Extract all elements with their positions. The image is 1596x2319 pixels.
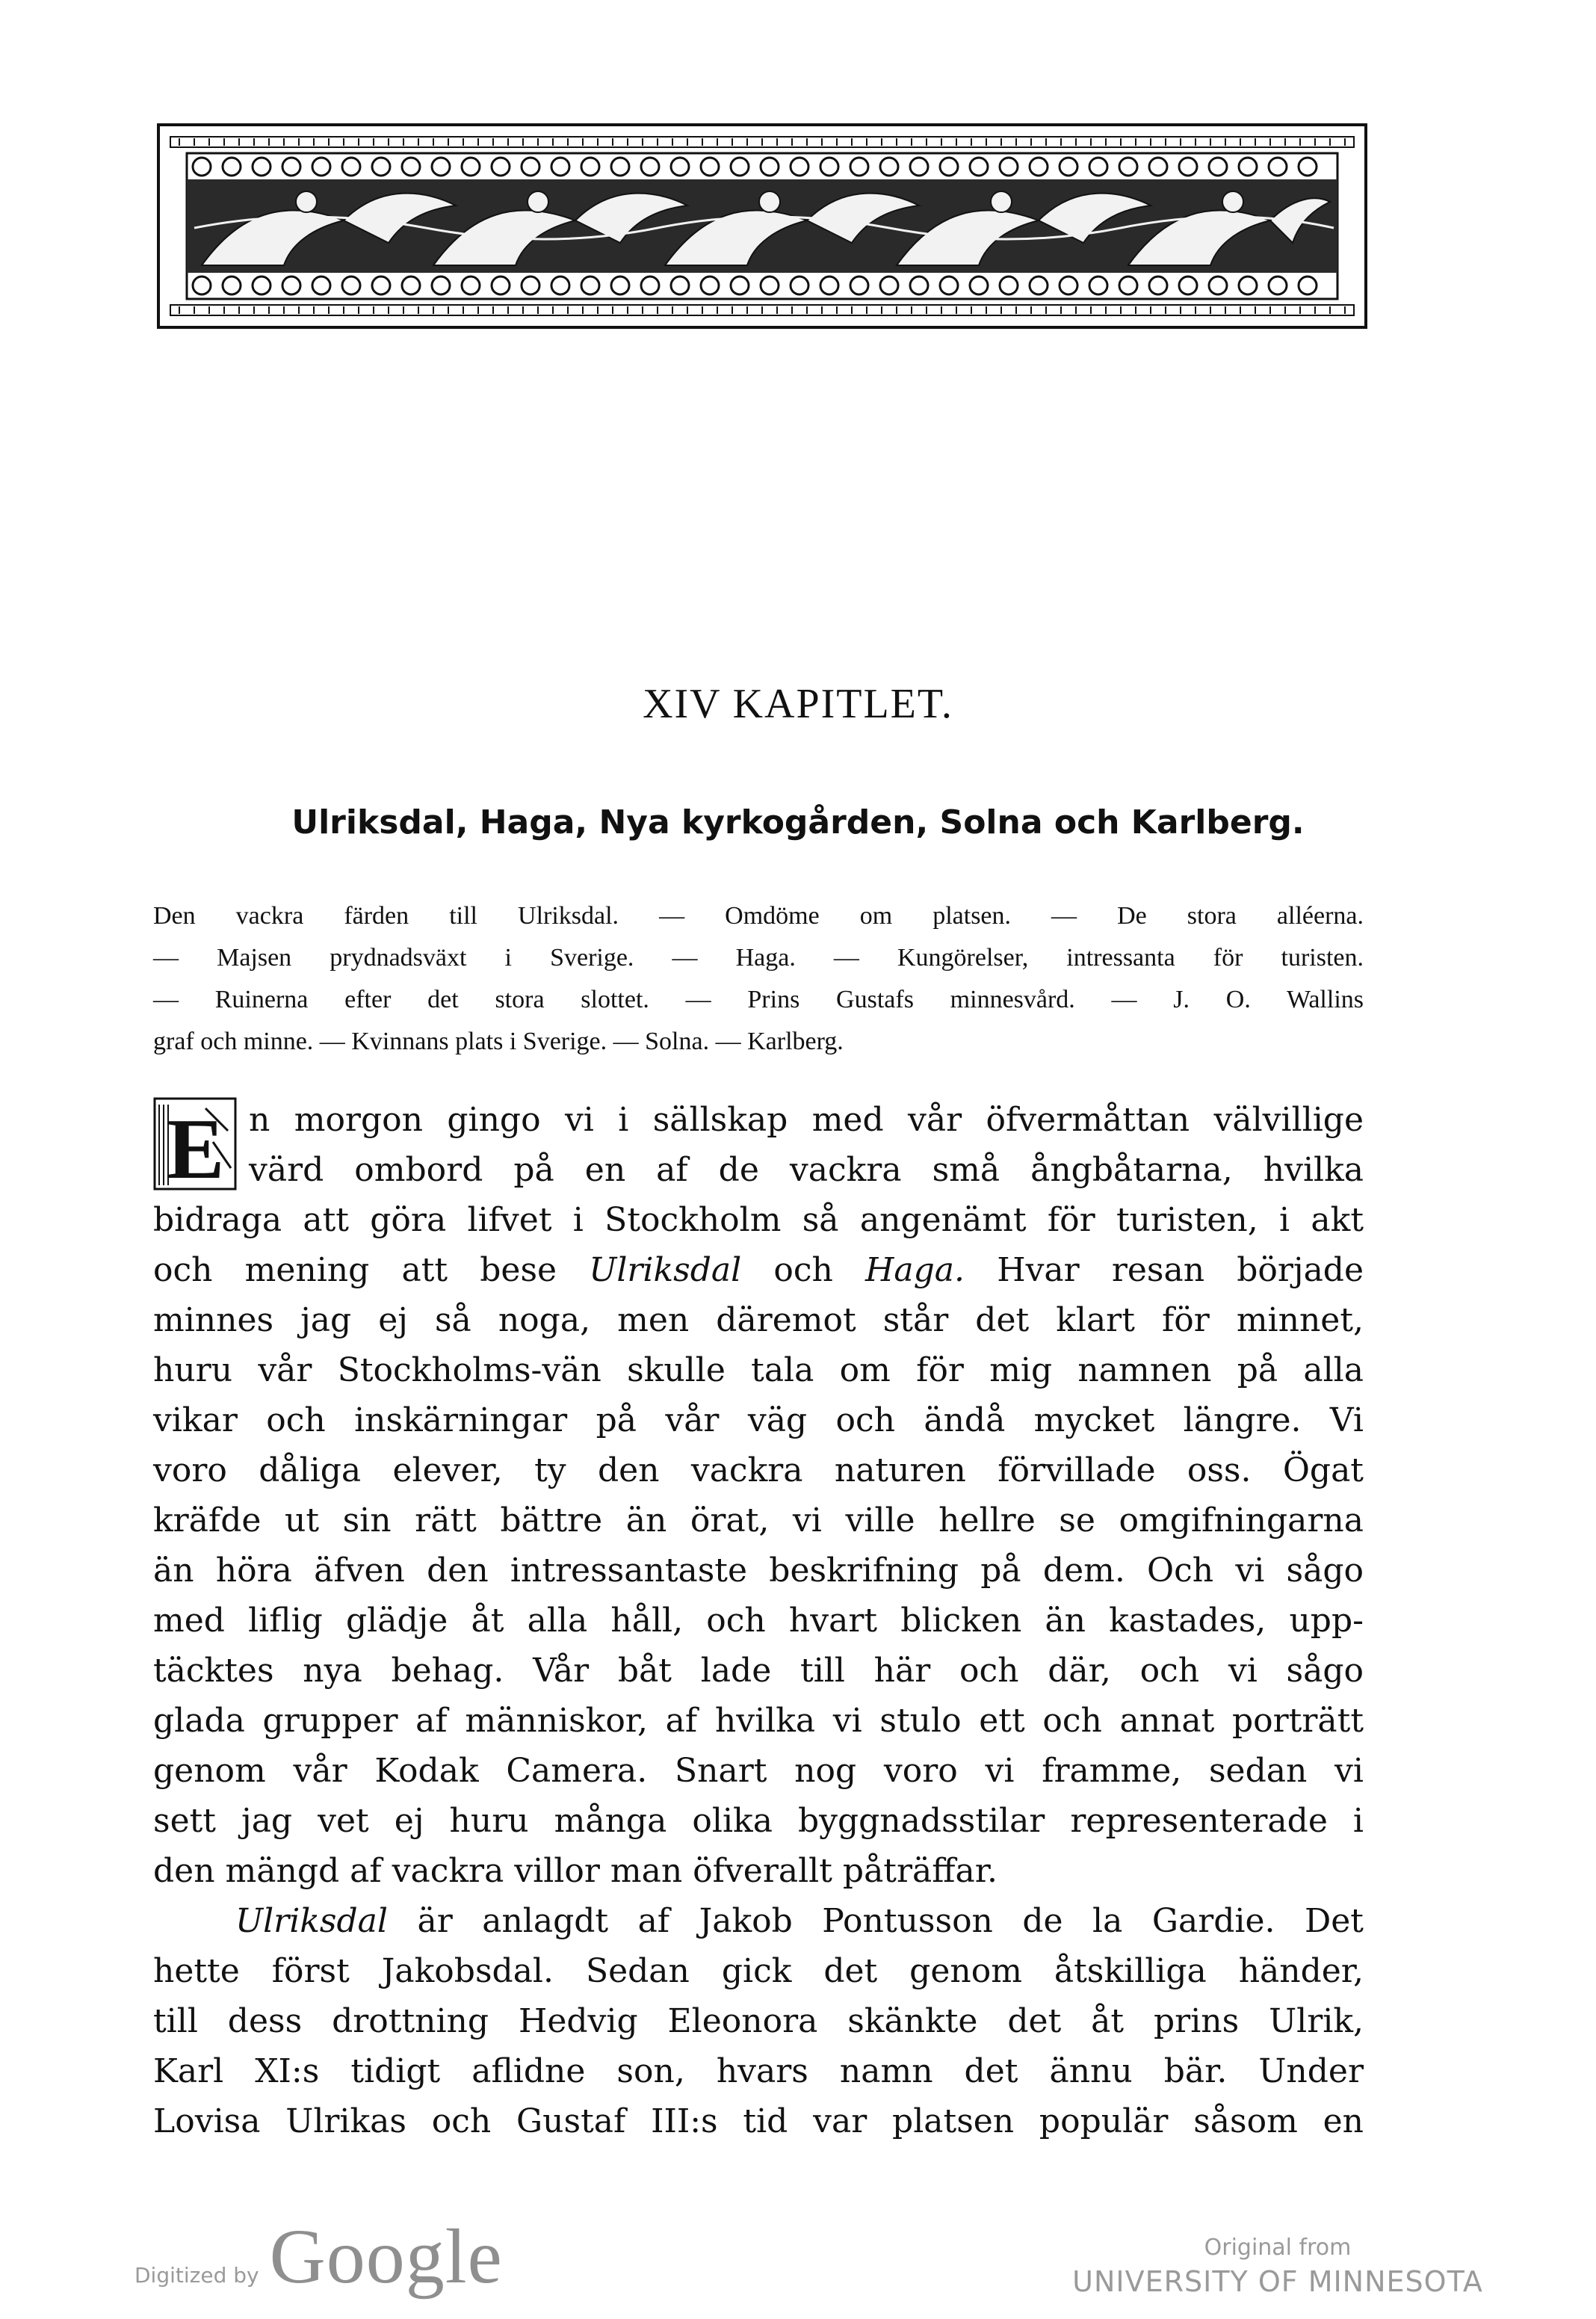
- ornament-leaf-scroll-icon: [157, 123, 1367, 329]
- paragraph-line: minnes jag ej så noga, men däremot står det klart för minnet,: [153, 1301, 1364, 1339]
- svg-text:E: E: [167, 1102, 225, 1191]
- paragraph-line: huru vår Stockholms-vän skulle tala om för mig namnen på alla: [153, 1351, 1364, 1389]
- paragraph-line: Lovisa Ulrikas och Gustaf III:s tid var platsen populär såsom en: [153, 2102, 1364, 2140]
- ornamental-header-band: [157, 123, 1367, 329]
- paragraph-line: än höra äfven den intressantaste beskrifning på dem. Och vi sågo: [153, 1551, 1364, 1590]
- digitized-label: Digitized by: [134, 2263, 259, 2288]
- paragraph-line: Ulriksdal är anlagdt af Jakob Pontusson de la Gardie. Det: [235, 1902, 1364, 1940]
- paragraph-line: täcktes nya behag. Vår båt lade till här och där, och vi sågo: [153, 1652, 1364, 1690]
- summary-line: — Ruinerna efter det stora slottet. — Prins Gustafs minnesvård. — J. O. Wallins: [153, 986, 1364, 1013]
- paragraph-line: den mängd af vackra villor man öfverallt påträffar.: [153, 1852, 998, 1890]
- chapter-heading: XIV KAPITLET.: [643, 681, 953, 727]
- paragraph-line: n morgon gingo vi i sällskap med vår öfvermåttan välvillige: [249, 1101, 1364, 1139]
- body-text: [153, 1095, 1364, 2146]
- paragraph-line: värd ombord på en af de vackra små ångbåtarna, hvilka: [249, 1151, 1364, 1189]
- university-label: UNIVERSITY OF MINNESOTA: [1072, 2265, 1483, 2298]
- paragraph-line: bidraga att göra lifvet i Stockholm så angenämt för turisten, i akt: [153, 1201, 1364, 1239]
- paragraph-line: voro dåliga elever, ty den vackra naturen förvillade oss. Ögat: [153, 1451, 1364, 1489]
- paragraph-line: genom vår Kodak Camera. Snart nog voro vi framme, sedan vi: [153, 1752, 1364, 1790]
- summary-line: Den vackra färden till Ulriksdal. — Omdöme om platsen. — De stora alléerna.: [153, 902, 1364, 930]
- paragraph-line: sett jag vet ej huru många olika byggnadsstilar representerade i: [153, 1802, 1364, 1840]
- paragraph-line: med liflig glädje åt alla håll, och hvart blicken än kastades, upp-: [153, 1602, 1364, 1640]
- original-from-label: Original from: [1204, 2235, 1352, 2261]
- paragraph-line: glada grupper af människor, af hvilka vi stulo ett och annat porträtt: [153, 1702, 1364, 1740]
- chapter-summary: [153, 895, 1364, 1063]
- google-logo: Google: [269, 2214, 503, 2300]
- paragraph-line: till dess drottning Hedvig Eleonora skänkte det åt prins Ulrik,: [153, 2002, 1364, 2040]
- paragraph-line: kräfde ut sin rätt bättre än örat, vi ville hellre se omgifningarna: [153, 1501, 1364, 1540]
- summary-line: graf och minne. — Kvinnans plats i Sverige. — Solna. — Karlberg.: [153, 1028, 844, 1055]
- digitized-by-google-watermark: [134, 2212, 503, 2301]
- chapter-title: Ulriksdal, Haga, Nya kyrkogården, Solna och Karlberg.: [291, 803, 1305, 842]
- paragraph-line: vikar och inskärningar på vår väg och ändå mycket längre. Vi: [153, 1401, 1364, 1439]
- original-source-watermark: [1068, 2235, 1487, 2298]
- paragraph-line: Karl XI:s tidigt aflidne son, hvars namn det ännu bär. Under: [153, 2052, 1364, 2090]
- paragraph-line: och mening att bese Ulriksdal och Haga. Hvar resan började: [153, 1251, 1364, 1289]
- summary-line: — Majsen prydnadsväxt i Sverige. — Haga. — Kungörelser, intressanta för turisten.: [153, 944, 1364, 972]
- paragraph-line: hette först Jakobsdal. Sedan gick det genom åtskilliga händer,: [153, 1952, 1364, 1990]
